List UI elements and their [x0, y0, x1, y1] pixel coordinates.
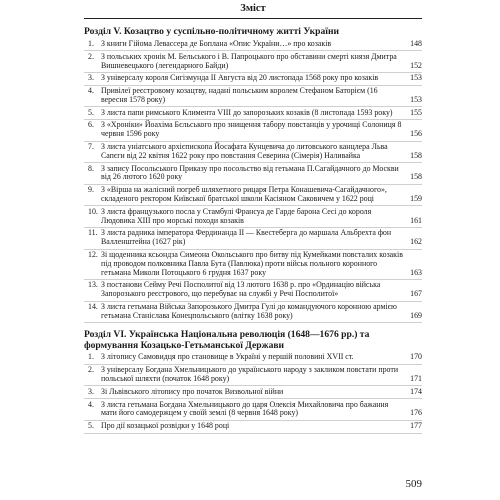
toc-entry-page: 155: [410, 107, 422, 117]
toc-entry-title: Про дії козацької розвідки у 1648 році: [101, 421, 230, 431]
toc-entry-title: Привілеї реєстровому козацтву, надані польським королем Стефаном Баторієм (16 вересня 1578 року): [101, 86, 378, 104]
toc-entry-number: 1.: [88, 352, 94, 362]
toc-entry-number: 7.: [88, 142, 94, 152]
toc-entry-page: 152: [410, 60, 422, 70]
toc-entry: [84, 142, 422, 164]
toc-entry: [84, 280, 422, 302]
toc-entry: [84, 365, 422, 387]
toc-entry-title: З листа гетьмана Війська Запорозького Дмитра Гулі до командуючого коронною армією гетьмана Станіслава Конецпольського (влітку 1638 року): [101, 302, 397, 320]
toc-entry: [84, 250, 422, 280]
section-title: Розділ VI. Українська Національна революція (1648—1676 рр.) та формування Козацько-Гетьманської Держави: [84, 329, 370, 351]
toc-entry-page: 177: [410, 421, 422, 431]
toc-entry: [84, 228, 422, 250]
toc-entry-number: 5.: [88, 107, 94, 117]
toc-entry-title: З листа папи римського Климента VIII до запорозьких козаків (8 листопада 1593 року): [101, 107, 393, 117]
toc-entry: [84, 73, 422, 86]
toc-entry: [84, 86, 422, 108]
toc-entry: [84, 399, 422, 421]
toc-entry-number: 3.: [88, 73, 94, 83]
toc-entry-number: 12.: [88, 250, 98, 260]
toc-entry: [84, 107, 422, 120]
toc-entry-page: 161: [410, 215, 422, 225]
toc-entry-title: З універсалу Богдана Хмельницького до українського народу з закликом повстати проти польської шляхти (початок 1648 року): [101, 365, 399, 384]
toc-entry-page: 167: [410, 289, 422, 299]
toc-entry-page: 174: [410, 386, 422, 396]
toc-entry-title: Зі щоденника ксьондза Симеона Окольського про битву під Кумейками повсталих козаків під проводом полковника Павла Бута (Павлюка) проти військ польного коронного гетьмана Миколи Потоцького 6 грудня 1637 року: [101, 250, 403, 277]
toc-entry-title: Зі Львівського літопису про початок Визвольної війни: [101, 386, 284, 396]
toc-entry-title: З польських хронік М. Бельського і В. Папроцького про обставини смерті князя Дмитра Вишневецького (легендарного Байди): [101, 51, 397, 70]
toc-entry-page: 170: [410, 352, 422, 362]
toc-entry-page: 159: [410, 194, 422, 204]
toc-entry-page: 153: [410, 73, 422, 83]
section-title: Розділ V. Козацтво у суспільно-політичному житті України: [84, 26, 339, 37]
table-of-contents: [84, 26, 422, 434]
toc-entry-title: З універсалу короля Сигізмунда ІІ Августа від 20 листопада 1568 року про козаків: [101, 73, 379, 83]
toc-entry-title: З «Хроніки» Йоахіма Бєльського про знищення табору повстанців у урочищі Солониця 8 червня 1596 року: [101, 120, 402, 139]
toc-entry-page: 169: [410, 310, 422, 320]
toc-entry-number: 1.: [88, 38, 94, 48]
toc-entry: [84, 120, 422, 142]
toc-entry: [84, 206, 422, 228]
toc-entry-number: 2.: [88, 51, 94, 61]
toc-entry-number: 9.: [88, 185, 94, 195]
toc-entry-number: 3.: [88, 386, 94, 396]
toc-entry-title: З листа французького посла у Стамбулі Франсуа де Гарде барона Сесі до короля Людовика ХІІІ про морські походи козаків: [101, 206, 372, 225]
toc-entry-page: 148: [410, 38, 422, 48]
toc-entry-number: 5.: [88, 421, 94, 431]
toc-entry-page: 153: [410, 94, 422, 104]
toc-entry-title: З листа радника імператора Фердинанда ІІ — Квестеберга до маршала Альбрехта фон Валленштейна (1627 рік): [101, 228, 392, 247]
toc-entry-page: 163: [410, 267, 422, 277]
running-header-title: Зміст: [240, 3, 266, 14]
toc-entry-title: З літопису Самовидця про становище в Україні у першій половині XVII ст.: [101, 352, 354, 362]
toc-entry: [84, 185, 422, 207]
toc-entry-number: 4.: [88, 399, 94, 409]
toc-entry-page: 158: [410, 150, 422, 160]
toc-entry-number: 2.: [88, 365, 94, 375]
toc-entry: [84, 51, 422, 73]
toc-entry-title: З запису Посольського Приказу про посольство від гетьмана П.Сагайдачного до Москви від 26 лютого 1620 року: [101, 163, 399, 182]
toc-entry: [84, 386, 422, 399]
toc-entry-number: 10.: [88, 206, 98, 216]
running-header: [84, 0, 422, 17]
toc-entry-title: З книги Гійома Левассера де Боплана «Опис України…» про козаків: [101, 38, 332, 48]
toc-entry: [84, 38, 422, 51]
toc-entry-page: 158: [410, 172, 422, 182]
toc-entry-number: 8.: [88, 163, 94, 173]
toc-entry: [84, 352, 422, 365]
toc-entry-number: 13.: [88, 280, 98, 290]
page-number: 509: [405, 478, 422, 490]
toc-entry-page: 162: [410, 237, 422, 247]
toc-list: [84, 352, 422, 434]
toc-entry-number: 11.: [88, 228, 98, 238]
toc-entry-number: 6.: [88, 120, 94, 130]
toc-entry-page: 176: [410, 408, 422, 418]
toc-entry-page: 156: [410, 129, 422, 139]
toc-entry-number: 14.: [88, 302, 98, 312]
toc-entry-page: 171: [410, 374, 422, 384]
toc-list: [84, 38, 422, 323]
toc-entry-title: З листа уніатського архієпископа Йосафата Кунцевича до литовського канцлера Льва Сапєги від 22 квітня 1622 року про повстання Северина (Сімерія) Наливайка: [101, 142, 388, 160]
header-rule: [84, 18, 422, 19]
toc-entry: [84, 163, 422, 185]
toc-entry-title: З листа гетьмана Богдана Хмельницького до царя Олексія Михайловича про бажання мати його самодержцем у своїй землі (8 червня 1648 року): [101, 399, 389, 418]
toc-entry-title: З «Вірша на жалісний погреб шляхетного рицаря Петра Конашевича-Сагайдачного», складеного ректором Київської братської школи Касіяном Саковичем у 1622 році: [101, 185, 387, 204]
toc-entry-title: З постанови Сейму Речі Посполитої від 13 лютого 1638 р. про «Ординацію війська Запорозького реєстрового, що перебуває на службі у Речі Посполитої»: [101, 280, 381, 299]
toc-entry: [84, 302, 422, 324]
toc-entry: [84, 421, 422, 434]
toc-entry-number: 4.: [88, 86, 94, 96]
